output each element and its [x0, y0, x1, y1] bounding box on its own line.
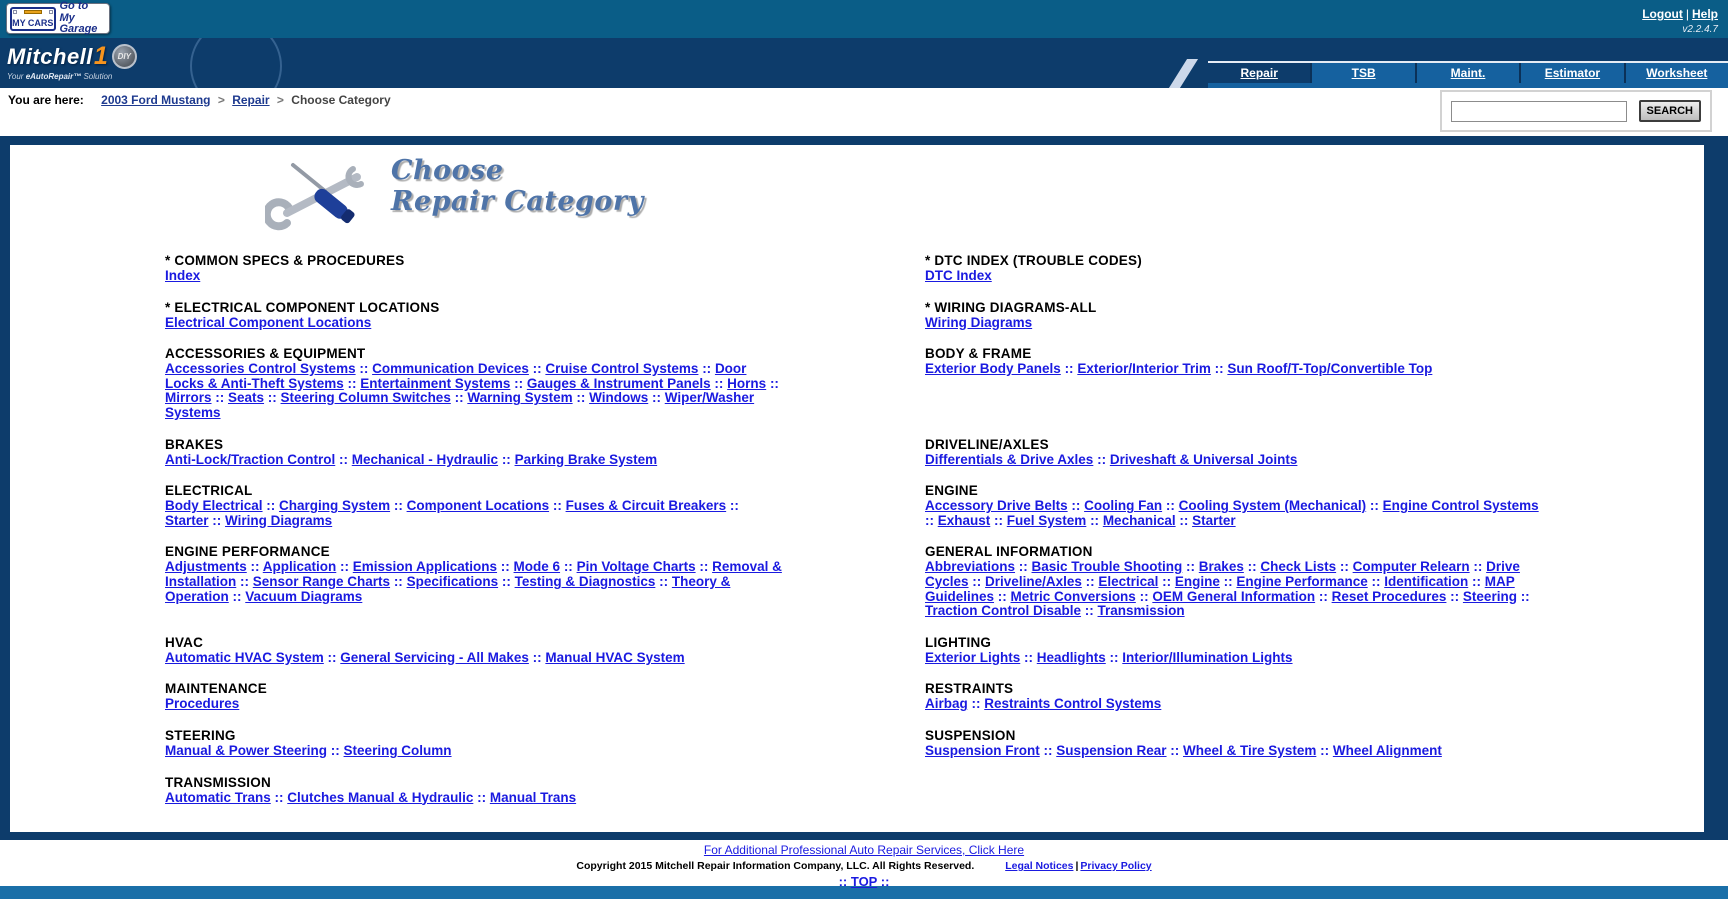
breadcrumb-link-repair[interactable]: Repair	[232, 93, 270, 107]
category-link[interactable]: Vacuum Diagrams	[245, 588, 363, 604]
link-separator: ::	[323, 649, 341, 665]
link-separator: ::	[1060, 361, 1078, 377]
link-separator: ::	[270, 789, 288, 805]
category-links	[165, 269, 785, 284]
search-box	[1440, 90, 1712, 132]
category-section	[165, 253, 785, 284]
category-links	[925, 651, 1545, 666]
globe-circle-decoration	[190, 38, 282, 88]
license-plate-icon	[10, 7, 56, 31]
category-link[interactable]: Abbreviations	[925, 559, 1016, 575]
category-section	[165, 681, 785, 712]
category-link[interactable]: Driveshaft & Universal Joints	[1109, 451, 1298, 467]
category-link[interactable]: Headlights	[1036, 649, 1106, 665]
link-separator: ::	[1468, 573, 1485, 589]
breadcrumb-prefix: You are here:	[8, 93, 84, 107]
link-separator: ::	[1015, 559, 1032, 575]
category-section	[165, 728, 785, 759]
top-link-decoration: ::	[838, 874, 851, 889]
tab-maint[interactable]	[1417, 63, 1521, 83]
breadcrumb-band	[0, 88, 1728, 136]
link-separator: ::	[1315, 588, 1332, 604]
category-heading: BRAKES	[165, 436, 224, 452]
category-links	[165, 499, 785, 528]
link-separator: ::	[335, 451, 352, 467]
category-section	[925, 544, 1545, 618]
tab-label[interactable]: Maint.	[1450, 66, 1486, 80]
breadcrumb-current: Choose Category	[291, 93, 391, 107]
link-separator: ::	[450, 390, 468, 406]
link-separator: ::	[1219, 573, 1237, 589]
link-separator: ::	[648, 390, 665, 406]
category-link[interactable]: Electrical	[1098, 573, 1159, 589]
link-separator: ::	[228, 588, 246, 604]
category-links	[165, 362, 785, 420]
link-separator: ::	[1182, 559, 1199, 575]
category-link[interactable]: Driveline/Axles	[985, 573, 1082, 589]
category-link[interactable]: Component Locations	[406, 498, 550, 514]
category-link[interactable]: Check Lists	[1260, 559, 1337, 575]
plate-screw-icon	[49, 10, 53, 14]
category-links	[165, 697, 785, 712]
category-link[interactable]: Traction Control Disable	[925, 603, 1082, 619]
link-separator: ::	[355, 361, 373, 377]
tab-repair[interactable]	[1208, 63, 1312, 83]
category-links	[165, 651, 785, 666]
category-link[interactable]: Specifications	[406, 573, 499, 589]
category-links	[165, 316, 785, 331]
category-link[interactable]: Suspension Rear	[1056, 742, 1167, 758]
logo-one-text: 1	[93, 42, 108, 70]
page-background-gap	[0, 136, 1728, 145]
category-heading: BODY & FRAME	[925, 346, 1032, 362]
link-separator: ::	[390, 573, 407, 589]
breadcrumb-separator: >	[217, 93, 225, 107]
category-heading: MAINTENANCE	[165, 681, 267, 697]
breadcrumb-link-vehicle[interactable]: 2003 Ford Mustang	[101, 93, 211, 107]
category-link[interactable]: DTC Index	[925, 268, 992, 283]
tab-label[interactable]: Estimator	[1544, 66, 1601, 80]
link-separator: ::	[1162, 498, 1179, 514]
category-heading: * DTC INDEX (TROUBLE CODES)	[925, 253, 1142, 268]
category-link[interactable]: Application	[262, 559, 337, 575]
mitchell1-logo	[7, 42, 137, 81]
category-link[interactable]: Engine	[1174, 573, 1220, 589]
link-separator: ::	[968, 573, 986, 589]
page-title	[391, 153, 644, 217]
category-link[interactable]: Interior/Illumination Lights	[1122, 649, 1293, 665]
category-link[interactable]: Electrical Component Locations	[165, 314, 372, 330]
search-button[interactable]: SEARCH	[1639, 100, 1701, 122]
link-separator: ::	[264, 390, 281, 406]
category-heading: STEERING	[165, 727, 236, 743]
link-separator: ::	[498, 573, 515, 589]
category-link[interactable]: OEM General Information	[1152, 588, 1316, 604]
link-separator: ::	[1516, 588, 1530, 604]
my-cars-garage-button[interactable]	[6, 0, 110, 36]
category-link[interactable]: Seats	[228, 390, 265, 406]
link-separator: ::	[1086, 512, 1103, 528]
category-link[interactable]: Transmission	[1097, 603, 1185, 619]
category-heading: * COMMON SPECS & PROCEDURES	[165, 253, 405, 268]
content-panel	[10, 145, 1704, 832]
category-link[interactable]: Automatic HVAC System	[165, 649, 324, 665]
link-separator: ::	[1105, 649, 1123, 665]
link-separator: ::	[994, 588, 1011, 604]
category-link[interactable]: Sun Roof/T-Top/Convertible Top	[1227, 361, 1433, 377]
category-section	[925, 681, 1545, 712]
legal-notices-link[interactable]: Legal Notices	[1005, 860, 1074, 872]
slash-decoration	[1169, 59, 1198, 88]
link-separator: ::	[528, 649, 546, 665]
diy-badge: DIY	[112, 44, 137, 69]
logout-link[interactable]: Logout	[1642, 7, 1683, 21]
top-link-decoration: ::	[877, 874, 890, 889]
link-separator: ::	[1316, 742, 1333, 758]
separator-pipe: |	[1075, 860, 1079, 872]
category-link[interactable]: Fuses & Circuit Breakers	[565, 498, 727, 514]
page-title-line2: Repair Category	[391, 186, 644, 217]
category-link[interactable]: Wiring Diagrams	[925, 314, 1033, 330]
tab-label[interactable]: Worksheet	[1646, 66, 1708, 80]
link-separator: ::	[726, 498, 739, 514]
link-separator: ::	[1020, 649, 1037, 665]
breadcrumb-separator: >	[276, 93, 284, 107]
category-links	[925, 316, 1545, 331]
additional-services-link[interactable]: For Additional Professional Auto Repair Services, Click Here	[703, 843, 1025, 857]
category-section	[165, 483, 785, 528]
category-link[interactable]: Computer Relearn	[1352, 559, 1470, 575]
category-link[interactable]: Exterior/Interior Trim	[1077, 361, 1211, 377]
category-link[interactable]: Accessory Drive Belts	[925, 498, 1068, 514]
category-link[interactable]: Sensor Range Charts	[252, 573, 391, 589]
category-link[interactable]: Procedures	[165, 696, 240, 712]
category-link[interactable]: Exhaust	[937, 512, 991, 528]
category-section	[925, 437, 1545, 468]
category-link[interactable]: Engine Performance	[1236, 573, 1368, 589]
plate-text: MY CARS	[12, 17, 54, 28]
link-separator: ::	[655, 573, 672, 589]
copyright-text: Copyright 2015 Mitchell Repair Information Company, LLC. All Rights Reserved.	[576, 860, 975, 872]
category-heading: ELECTRICAL	[165, 483, 253, 499]
category-link[interactable]: Gauges & Instrument Panels	[526, 375, 711, 391]
category-link[interactable]: Removal & Installation	[165, 559, 782, 589]
category-link[interactable]: Engine Control Systems	[1382, 498, 1539, 514]
tab-tsb[interactable]	[1312, 63, 1416, 83]
separator-pipe: |	[1685, 7, 1689, 21]
category-links	[925, 560, 1545, 618]
category-link[interactable]: Accessories Control Systems	[165, 361, 356, 377]
link-separator: ::	[698, 361, 715, 377]
category-link[interactable]: Brakes	[1198, 559, 1244, 575]
category-section	[925, 483, 1545, 528]
link-separator: ::	[208, 512, 226, 528]
plate-screw-icon	[13, 10, 17, 14]
category-heading: ENGINE PERFORMANCE	[165, 544, 330, 560]
logo-tagline: Your eAutoRepair™ Solution	[7, 72, 113, 81]
link-separator: ::	[1166, 742, 1184, 758]
link-separator: ::	[1158, 573, 1175, 589]
category-section	[165, 635, 785, 666]
category-link[interactable]: Steering	[1462, 588, 1517, 604]
category-section	[925, 775, 1545, 806]
session-links	[1642, 5, 1718, 35]
link-separator: ::	[1367, 573, 1385, 589]
footer	[0, 840, 1728, 889]
category-section	[165, 775, 785, 806]
category-link[interactable]: Windows	[589, 390, 649, 406]
link-separator: ::	[1469, 559, 1487, 575]
tab-estimator[interactable]	[1521, 63, 1625, 83]
category-section	[925, 253, 1545, 284]
link-separator: ::	[1243, 559, 1261, 575]
category-link[interactable]: Horns	[727, 375, 767, 391]
category-link[interactable]: Wiring Diagrams	[225, 512, 333, 528]
category-link[interactable]: Cooling System (Mechanical)	[1178, 498, 1367, 514]
link-separator: ::	[498, 451, 515, 467]
category-links	[165, 453, 785, 468]
version-label: v2.2.4.7	[1682, 24, 1718, 35]
category-link[interactable]: Manual Trans	[489, 789, 577, 805]
category-links	[925, 362, 1545, 377]
link-separator: ::	[549, 498, 566, 514]
link-separator: ::	[1093, 451, 1110, 467]
page-background-gap	[0, 832, 1728, 840]
category-link[interactable]: Door Locks & Anti-Theft Systems	[165, 361, 747, 391]
category-heading: * WIRING DIAGRAMS-ALL	[925, 299, 1097, 315]
category-link[interactable]: Manual HVAC System	[545, 649, 685, 665]
category-link[interactable]: Parking Brake System	[514, 451, 658, 467]
link-separator: ::	[695, 559, 713, 575]
tab-worksheet[interactable]	[1626, 63, 1728, 83]
category-heading: RESTRAINTS	[925, 681, 1014, 697]
link-separator: ::	[497, 559, 514, 575]
category-section	[165, 544, 785, 618]
category-section	[925, 635, 1545, 666]
category-link[interactable]: Cruise Control Systems	[545, 361, 699, 377]
category-heading: * ELECTRICAL COMPONENT LOCATIONS	[165, 299, 440, 315]
category-section	[165, 300, 785, 331]
link-separator: ::	[1366, 498, 1383, 514]
category-link[interactable]: Mirrors	[165, 390, 212, 406]
link-separator: ::	[560, 559, 577, 575]
nav-tab-strip	[1208, 61, 1728, 88]
link-separator: ::	[473, 789, 490, 805]
link-separator: ::	[1135, 588, 1153, 604]
category-link[interactable]: Mode 6	[513, 559, 561, 575]
category-link[interactable]: Testing & Diagnostics	[514, 573, 656, 589]
category-link[interactable]: Mechanical	[1102, 512, 1176, 528]
category-heading: ENGINE	[925, 483, 978, 499]
category-section	[165, 437, 785, 468]
category-link[interactable]: Clutches Manual & Hydraulic	[287, 789, 474, 805]
page-title-block	[265, 153, 1704, 239]
category-links	[925, 697, 1545, 712]
link-separator: ::	[1039, 742, 1057, 758]
category-link[interactable]: Steering Column	[343, 742, 452, 758]
tab-label[interactable]: TSB	[1351, 66, 1376, 80]
privacy-policy-link[interactable]: Privacy Policy	[1080, 860, 1152, 872]
link-separator: ::	[1210, 361, 1228, 377]
search-input[interactable]	[1451, 101, 1627, 122]
category-links	[165, 791, 785, 806]
repair-tools-icon	[265, 153, 377, 235]
link-separator: ::	[528, 361, 546, 377]
link-separator: ::	[572, 390, 590, 406]
category-link[interactable]: Exterior Body Panels	[925, 361, 1061, 377]
category-heading: HVAC	[165, 634, 204, 650]
category-link[interactable]: Exterior Lights	[925, 649, 1021, 665]
category-links	[165, 560, 785, 604]
link-separator: ::	[710, 375, 728, 391]
category-links	[165, 744, 785, 759]
go-to-garage-label: Go to My Garage	[59, 0, 98, 36]
link-separator: ::	[1446, 588, 1463, 604]
category-link[interactable]: Basic Trouble Shooting	[1031, 559, 1183, 575]
link-separator: ::	[510, 375, 527, 391]
category-link[interactable]: Cooling Fan	[1084, 498, 1163, 514]
category-link[interactable]: Manual & Power Steering	[165, 742, 328, 758]
category-links	[925, 453, 1545, 468]
category-link[interactable]: Wheel Alignment	[1332, 742, 1442, 758]
link-separator: ::	[1081, 603, 1098, 619]
category-links	[925, 744, 1545, 759]
category-link[interactable]: Suspension Front	[925, 742, 1040, 758]
link-separator: ::	[967, 696, 985, 712]
category-heading: TRANSMISSION	[165, 774, 271, 790]
category-links	[925, 269, 1545, 284]
category-link[interactable]: Wheel & Tire System	[1183, 742, 1317, 758]
category-link[interactable]: Warning System	[467, 390, 573, 406]
link-separator: ::	[390, 498, 407, 514]
link-separator: ::	[211, 390, 229, 406]
link-separator: ::	[262, 498, 280, 514]
plate-sticker-icon	[24, 10, 42, 14]
link-separator: ::	[1081, 573, 1099, 589]
link-separator: ::	[236, 573, 253, 589]
link-separator: ::	[336, 559, 353, 575]
category-link[interactable]: Wiper/Washer Systems	[165, 390, 755, 420]
category-link[interactable]: Metric Conversions	[1010, 588, 1136, 604]
tab-label[interactable]: Repair	[1240, 66, 1278, 80]
logo-brand-text: Mitchell	[7, 43, 93, 69]
category-link[interactable]: Body Electrical	[165, 498, 263, 514]
category-link[interactable]: Steering Column Switches	[280, 390, 451, 406]
help-link[interactable]: Help	[1691, 7, 1718, 21]
category-link[interactable]: Pin Voltage Charts	[576, 559, 696, 575]
category-link[interactable]: Anti-Lock/Traction Control	[165, 451, 336, 467]
category-link[interactable]: Starter	[1192, 512, 1236, 528]
link-separator: ::	[1336, 559, 1353, 575]
link-separator: ::	[343, 375, 361, 391]
tab-underbar-decoration	[1208, 83, 1728, 88]
category-link[interactable]: Restraints Control Systems	[984, 696, 1162, 712]
category-link[interactable]: MAP Guidelines	[925, 573, 1515, 604]
category-link[interactable]: Index	[165, 268, 201, 283]
category-section	[165, 346, 785, 420]
link-separator: ::	[766, 375, 779, 391]
category-link[interactable]: Differentials & Drive Axles	[925, 451, 1094, 467]
category-heading: ACCESSORIES & EQUIPMENT	[165, 346, 366, 362]
category-grid	[10, 253, 1704, 821]
category-link[interactable]: Theory & Operation	[165, 573, 731, 604]
page-title-line1: Choose	[391, 155, 504, 186]
link-separator: ::	[1175, 512, 1193, 528]
link-separator: ::	[246, 559, 263, 575]
category-link[interactable]: Adjustments	[165, 559, 247, 575]
link-separator: ::	[1067, 498, 1085, 514]
category-link[interactable]: Entertainment Systems	[360, 375, 511, 391]
link-separator: ::	[990, 512, 1007, 528]
top-bar	[0, 0, 1728, 38]
category-heading: GENERAL INFORMATION	[925, 544, 1093, 560]
category-link[interactable]: Fuel System	[1006, 512, 1087, 528]
category-link[interactable]: Communication Devices	[372, 361, 529, 377]
link-separator: ::	[925, 512, 938, 528]
category-heading: SUSPENSION	[925, 727, 1016, 743]
category-link[interactable]: Automatic Trans	[165, 789, 271, 805]
category-link[interactable]: Starter	[165, 512, 209, 528]
top-link[interactable]: TOP	[850, 874, 878, 889]
category-link[interactable]: Drive Cycles	[925, 559, 1520, 589]
link-separator: ::	[327, 742, 344, 758]
category-link[interactable]: Reset Procedures	[1331, 588, 1447, 604]
category-section	[925, 728, 1545, 759]
category-link[interactable]: Mechanical - Hydraulic	[351, 451, 499, 467]
header-band	[0, 38, 1728, 88]
category-link[interactable]: Charging System	[279, 498, 391, 514]
category-heading: LIGHTING	[925, 634, 992, 650]
category-link[interactable]: Emission Applications	[352, 559, 498, 575]
category-links	[925, 499, 1545, 528]
category-section	[925, 300, 1545, 331]
category-heading: DRIVELINE/AXLES	[925, 436, 1049, 452]
category-link[interactable]: Airbag	[925, 696, 968, 712]
category-section	[925, 346, 1545, 420]
category-link[interactable]: General Servicing - All Makes	[340, 649, 529, 665]
category-link[interactable]: Identification	[1384, 573, 1469, 589]
